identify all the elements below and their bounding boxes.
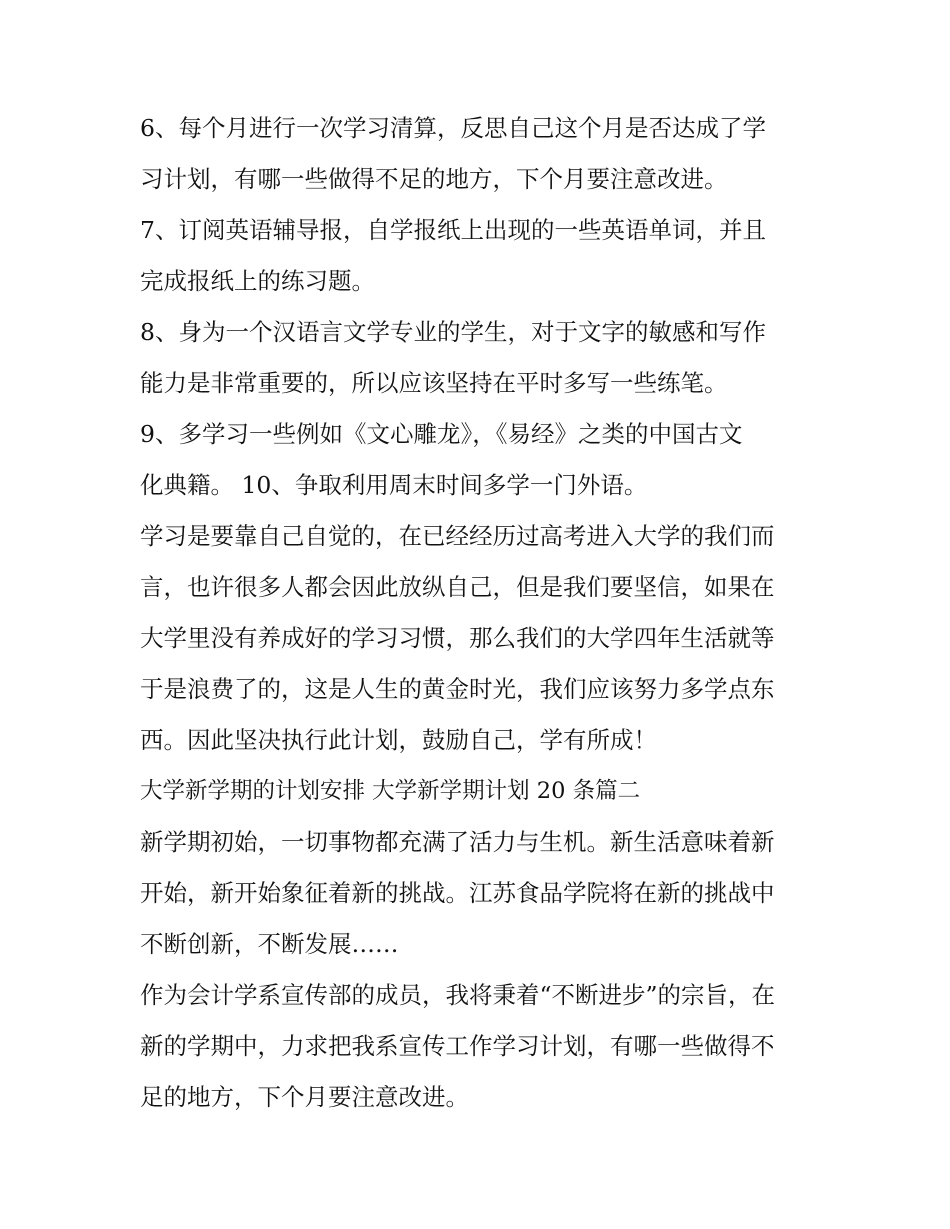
heading-line: 大学新学期的计划安排 大学新学期计划 20 条篇二 <box>140 778 641 804</box>
text-line: 化典籍。 10、争取利用周末时间多学一门外语。 <box>140 471 648 499</box>
text-line: 新学期初始，一切事物都充满了活力与生机。新生活意味着新 <box>140 828 775 856</box>
list-item-8 <box>140 307 820 409</box>
text-line: 能力是非常重要的，所以应该坚持在平时多写一些练笔。 <box>140 369 728 397</box>
text-line: 完成报纸上的练习题。 <box>140 267 375 295</box>
body-paragraph <box>140 970 820 1123</box>
list-item-9 <box>140 409 820 511</box>
conclusion-paragraph <box>140 511 820 766</box>
list-item-7 <box>140 205 820 307</box>
text-line: 开始，新开始象征着新的挑战。江苏食品学院将在新的挑战中 <box>140 879 775 907</box>
section-heading <box>140 766 820 817</box>
text-line: 言，也许很多人都会因此放纵自己，但是我们要坚信，如果在 <box>140 573 775 601</box>
text-line: 作为会计学系宣传部的成员，我将秉着“不断进步”的宗旨，在 <box>140 981 776 1009</box>
text-line: 习计划，有哪一些做得不足的地方，下个月要注意改进。 <box>140 165 728 193</box>
text-line: 足的地方，下个月要注意改进。 <box>140 1083 469 1111</box>
text-line: 不断创新，不断发展…… <box>140 930 399 958</box>
intro-paragraph <box>140 817 820 970</box>
text-line: 9、多学习一些例如《文心雕龙》，《易经》之类的中国古文 <box>140 420 743 448</box>
text-line: 7、订阅英语辅导报，自学报纸上出现的一些英语单词，并且 <box>140 216 766 244</box>
list-item-6 <box>140 103 820 205</box>
text-line: 6、每个月进行一次学习清算，反思自己这个月是否达成了学 <box>140 114 766 142</box>
text-line: 学习是要靠自己自觉的，在已经经历过高考进入大学的我们而 <box>140 522 775 550</box>
text-line: 于是浪费了的，这是人生的黄金时光，我们应该努力多学点东 <box>140 675 775 703</box>
text-line: 新的学期中，力求把我系宣传工作学习计划，有哪一些做得不 <box>140 1032 775 1060</box>
text-line: 大学里没有养成好的学习习惯，那么我们的大学四年生活就等 <box>140 624 775 652</box>
text-line: 西。因此坚决执行此计划，鼓励自己，学有所成！ <box>140 726 657 754</box>
text-line: 8、身为一个汉语言文学专业的学生，对于文字的敏感和写作 <box>140 318 766 346</box>
document-body <box>140 103 820 1123</box>
